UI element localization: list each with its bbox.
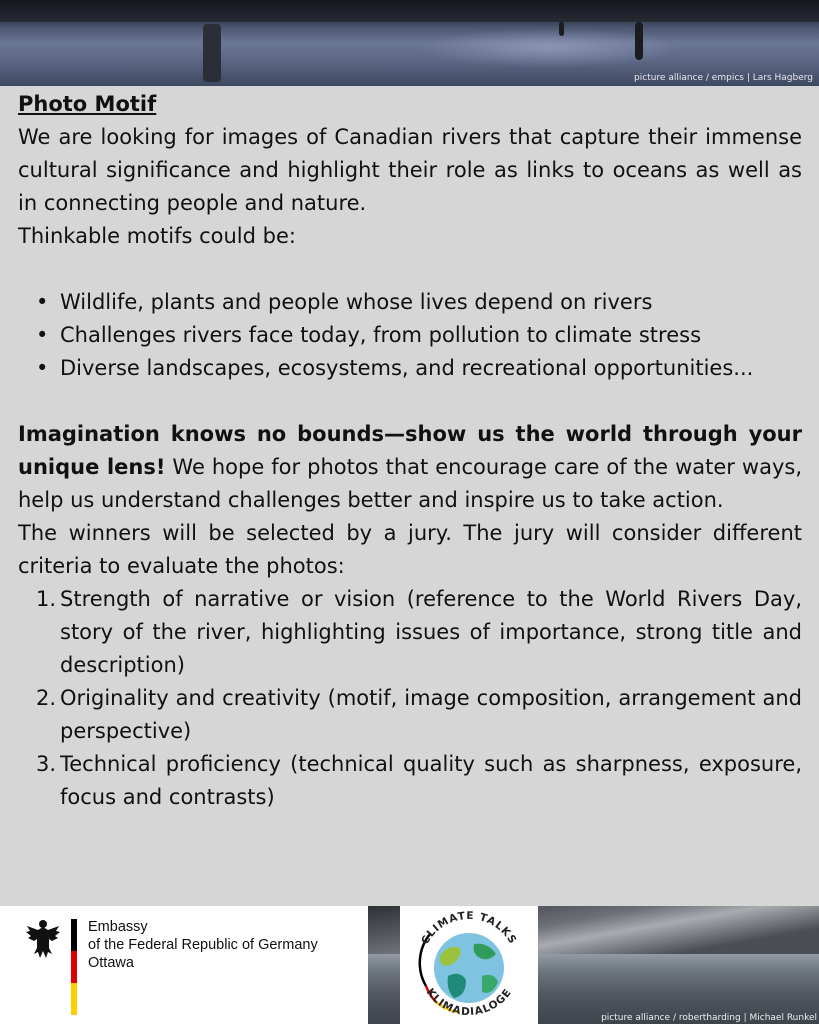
intro-paragraph: We are looking for images of Canadian rivers that capture their immense cultural significance and highlight their role as links to oceans as well as in connecting people and nature. <box>18 125 802 215</box>
list-item: • Challenges rivers face today, from pollution to climate stress <box>36 319 802 352</box>
criterion-text: Strength of narrative or vision (reference to the World Rivers Day, story of the river, highlighting issues of importance, strong title and description) <box>60 587 802 677</box>
flag-gold <box>71 983 77 1015</box>
svg-text:KLIMADIALOGE: KLIMADIALOGE <box>423 986 515 1019</box>
skater-figure <box>635 22 643 60</box>
flag-black <box>71 919 77 951</box>
imagination-paragraph <box>18 418 802 517</box>
embassy-line: Ottawa <box>88 955 134 971</box>
list-item <box>36 748 802 814</box>
imagination-emphasis: Imagination knows no bounds—show us the world through your unique lens! <box>18 422 802 479</box>
list-item <box>36 682 802 748</box>
embassy-name <box>88 918 318 972</box>
criterion-text: Originality and creativity (motif, image composition, arrangement and perspective) <box>60 686 802 743</box>
motif-section <box>18 88 802 814</box>
list-item <box>36 583 802 682</box>
top-banner-photo <box>0 0 819 86</box>
photo-credit: picture alliance / robertharding | Michael Runkel <box>601 1013 817 1023</box>
photo-credit: picture alliance / empics | Lars Hagberg <box>634 73 813 83</box>
skater-figure <box>559 22 564 36</box>
embassy-line: Embassy <box>88 919 148 935</box>
footer <box>0 906 819 1024</box>
list-item: • Wildlife, plants and people whose lives depend on rivers <box>36 286 802 319</box>
flag-red <box>71 951 77 983</box>
section-heading: Photo Motif <box>18 92 157 116</box>
climate-talks-logo <box>400 906 538 1024</box>
embassy-line: of the Federal Republic of Germany <box>88 937 318 953</box>
jury-paragraph: The winners will be selected by a jury. The jury will consider different criteria to evaluate the photos: <box>18 521 802 578</box>
motif-list <box>36 286 802 385</box>
imagination-text: We hope for photos that encourage care of the water ways, help us understand challenges better and inspire us to take action. <box>18 455 802 512</box>
german-flag-stripe <box>71 919 77 1015</box>
criterion-text: Technical proficiency (technical quality such as sharpness, exposure, focus and contrasts) <box>60 752 802 809</box>
climate-talks-globe-icon <box>400 906 538 1024</box>
federal-eagle-icon <box>24 918 62 960</box>
skater-figure <box>203 24 221 82</box>
list-number: 2. <box>36 686 57 710</box>
list-number: 3. <box>36 752 57 776</box>
list-number: 1. <box>36 587 57 611</box>
shoreline <box>0 0 819 22</box>
list-item: • Diverse landscapes, ecosystems, and recreational opportunities... <box>36 352 802 385</box>
criteria-list <box>36 583 802 814</box>
thinkable-label: Thinkable motifs could be: <box>18 224 296 248</box>
svg-text:CLIMATE TALKS: CLIMATE TALKS <box>419 909 519 947</box>
